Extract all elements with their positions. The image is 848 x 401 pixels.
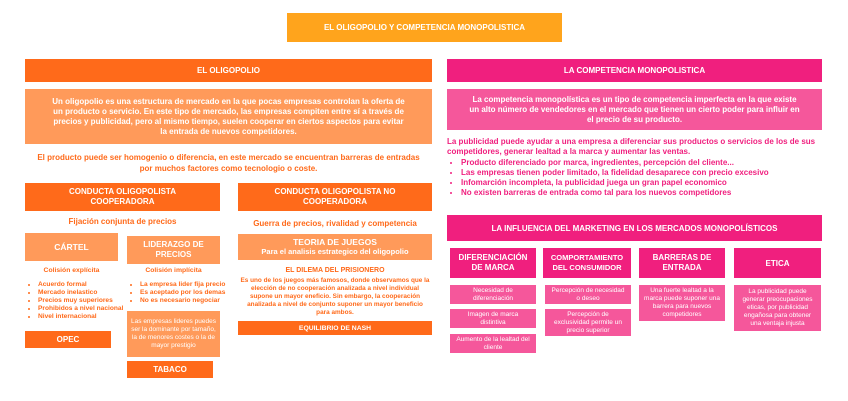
list-item: • Acuerdo formal (38, 281, 124, 289)
leadership-description: Las empresas lideres puedes ser la dominante por tamaño, la de menores costes o la de mayor prestigio (127, 311, 220, 357)
dilemma-text: Es uno de los juegos más famosos, donde observamos que la elección de no cooperación analizada a nivel individual supone un mayor eneficio. Sin embargo, la cooperación analizada a nivel de conjunto suponer un mayor beneficio para ambos. (240, 277, 430, 316)
game-theory-title: TEORIA DE JUEGOS (293, 237, 377, 247)
page-title: EL OLIGOPOLIO Y COMPETENCIA MONOPOLISTICA (287, 13, 562, 42)
list-item: • Mercado inelastico (38, 289, 124, 297)
ethics-header: ETICA (734, 248, 821, 278)
cartel-type: Colisión explícita (43, 267, 100, 274)
leadership-list (130, 281, 230, 305)
leadership-type: Colisión implícita (145, 267, 202, 274)
game-theory-subtitle: Para el analisis estrategico del oligopolio (261, 247, 409, 256)
list-item: • No existen barreras de entrada como tal para los nuevos competidores (461, 188, 826, 198)
ethics-item: La publicidad puede generar preocupaciones eticas, por publicidad engañosa para obtener una ventaja injusta (734, 285, 821, 331)
list-item: • Producto diferenciado por marca, ingredientes, percepción del cliente... (461, 158, 826, 168)
brand-differentiation-header: DIFERENCIACIÓN DE MARCA (450, 248, 536, 278)
list-item: • La empresa lider fija precio (140, 281, 230, 289)
cartel-example: OPEC (25, 331, 111, 348)
list-item: • Las empresas tienen poder limitado, la fidelidad desaparece con precio excesivo (461, 168, 826, 178)
cartel-header: CÁRTEL (25, 233, 118, 261)
consumer-item: Percepción de exclusividad permite un precio superior (545, 309, 631, 336)
entry-barriers-header: BARRERAS DE ENTRADA (639, 248, 725, 278)
nash-equilibrium: EQUILIBRIO DE NASH (238, 321, 432, 335)
dilemma-title: EL DILEMA DEL PRISIONERO (285, 267, 385, 274)
advertising-note: La publicidad puede ayudar a una empresa a diferenciar sus productos o servicios de los de sus competidores, generar lealtad a la marca y aumentar las ventas. (447, 137, 816, 156)
brand-item: Necesidad de diferenciación (450, 285, 536, 304)
leadership-header: LIDERAZGO DE PRECIOS (127, 236, 220, 264)
non-cooperative-header: CONDUCTA OLIGOPOLISTA NO COOPERADORA (238, 183, 432, 211)
brand-item: Aumento de la lealtad del cliente (450, 334, 536, 353)
list-item: • No es necesario negociar (140, 297, 230, 305)
list-item: • Infomarción incompleta, la publicidad juega un gran papel economico (461, 178, 826, 188)
oligopolio-product-note: El producto puede ser homogenio o diferencia, en este mercado se encuentran barreras de entradas por muchos factores como tecnologio o coste. (37, 153, 420, 173)
oligopolio-definition: Un oligopolio es una estructura de mercado en la que pocas empresas controlan la oferta de un producto o servicio. En este tipo de mercado, las empresas compiten entre sí a través de precios y publicidad, pero al mismo tiempo, suelen cooperar en ciertos aspectos para evitar la entrada de nuevos competidores. (25, 89, 432, 144)
marketing-header: LA INFLUENCIA DEL MARKETING EN LOS MERCADOS MONOPOLÍSTICOS (447, 215, 822, 241)
cartel-list (28, 281, 124, 321)
consumer-item: Percepción de necesidad o deseo (545, 285, 631, 304)
cooperative-subtitle: Fijación conjunta de precios (68, 217, 177, 226)
list-item: • Prohibidos a nivel nacional (38, 305, 124, 313)
barrier-item: Una fuerte lealtad a la marca puede suponer una barrera para nuevos competidores (639, 285, 725, 321)
game-theory-box (238, 234, 432, 260)
non-cooperative-subtitle: Guerra de precios, rivalidad y competencia (253, 219, 417, 228)
list-item: • Es aceptado por los demas (140, 289, 230, 297)
competencia-definition: La competencia monopolística es un tipo de competencia imperfecta en la que existe un alto número de vendedores en el mercado que tienen un cierto poder para influir en el precio de su producto. (447, 89, 822, 130)
list-item: • Precios muy superiores (38, 297, 124, 305)
brand-item: Imagen de marca distintiva (450, 309, 536, 328)
competencia-header: LA COMPETENCIA MONOPOLISTICA (447, 59, 822, 82)
oligopolio-header: EL OLIGOPOLIO (25, 59, 432, 82)
leadership-example: TABACO (127, 361, 213, 378)
cooperative-header: CONDUCTA OLIGOPOLISTA COOPERADORA (25, 183, 220, 211)
competencia-bullets (451, 158, 826, 198)
list-item: • Nivel internacional (38, 313, 124, 321)
consumer-behavior-header: COMPORTAMIENTO DEL CONSUMIDOR (543, 248, 631, 278)
